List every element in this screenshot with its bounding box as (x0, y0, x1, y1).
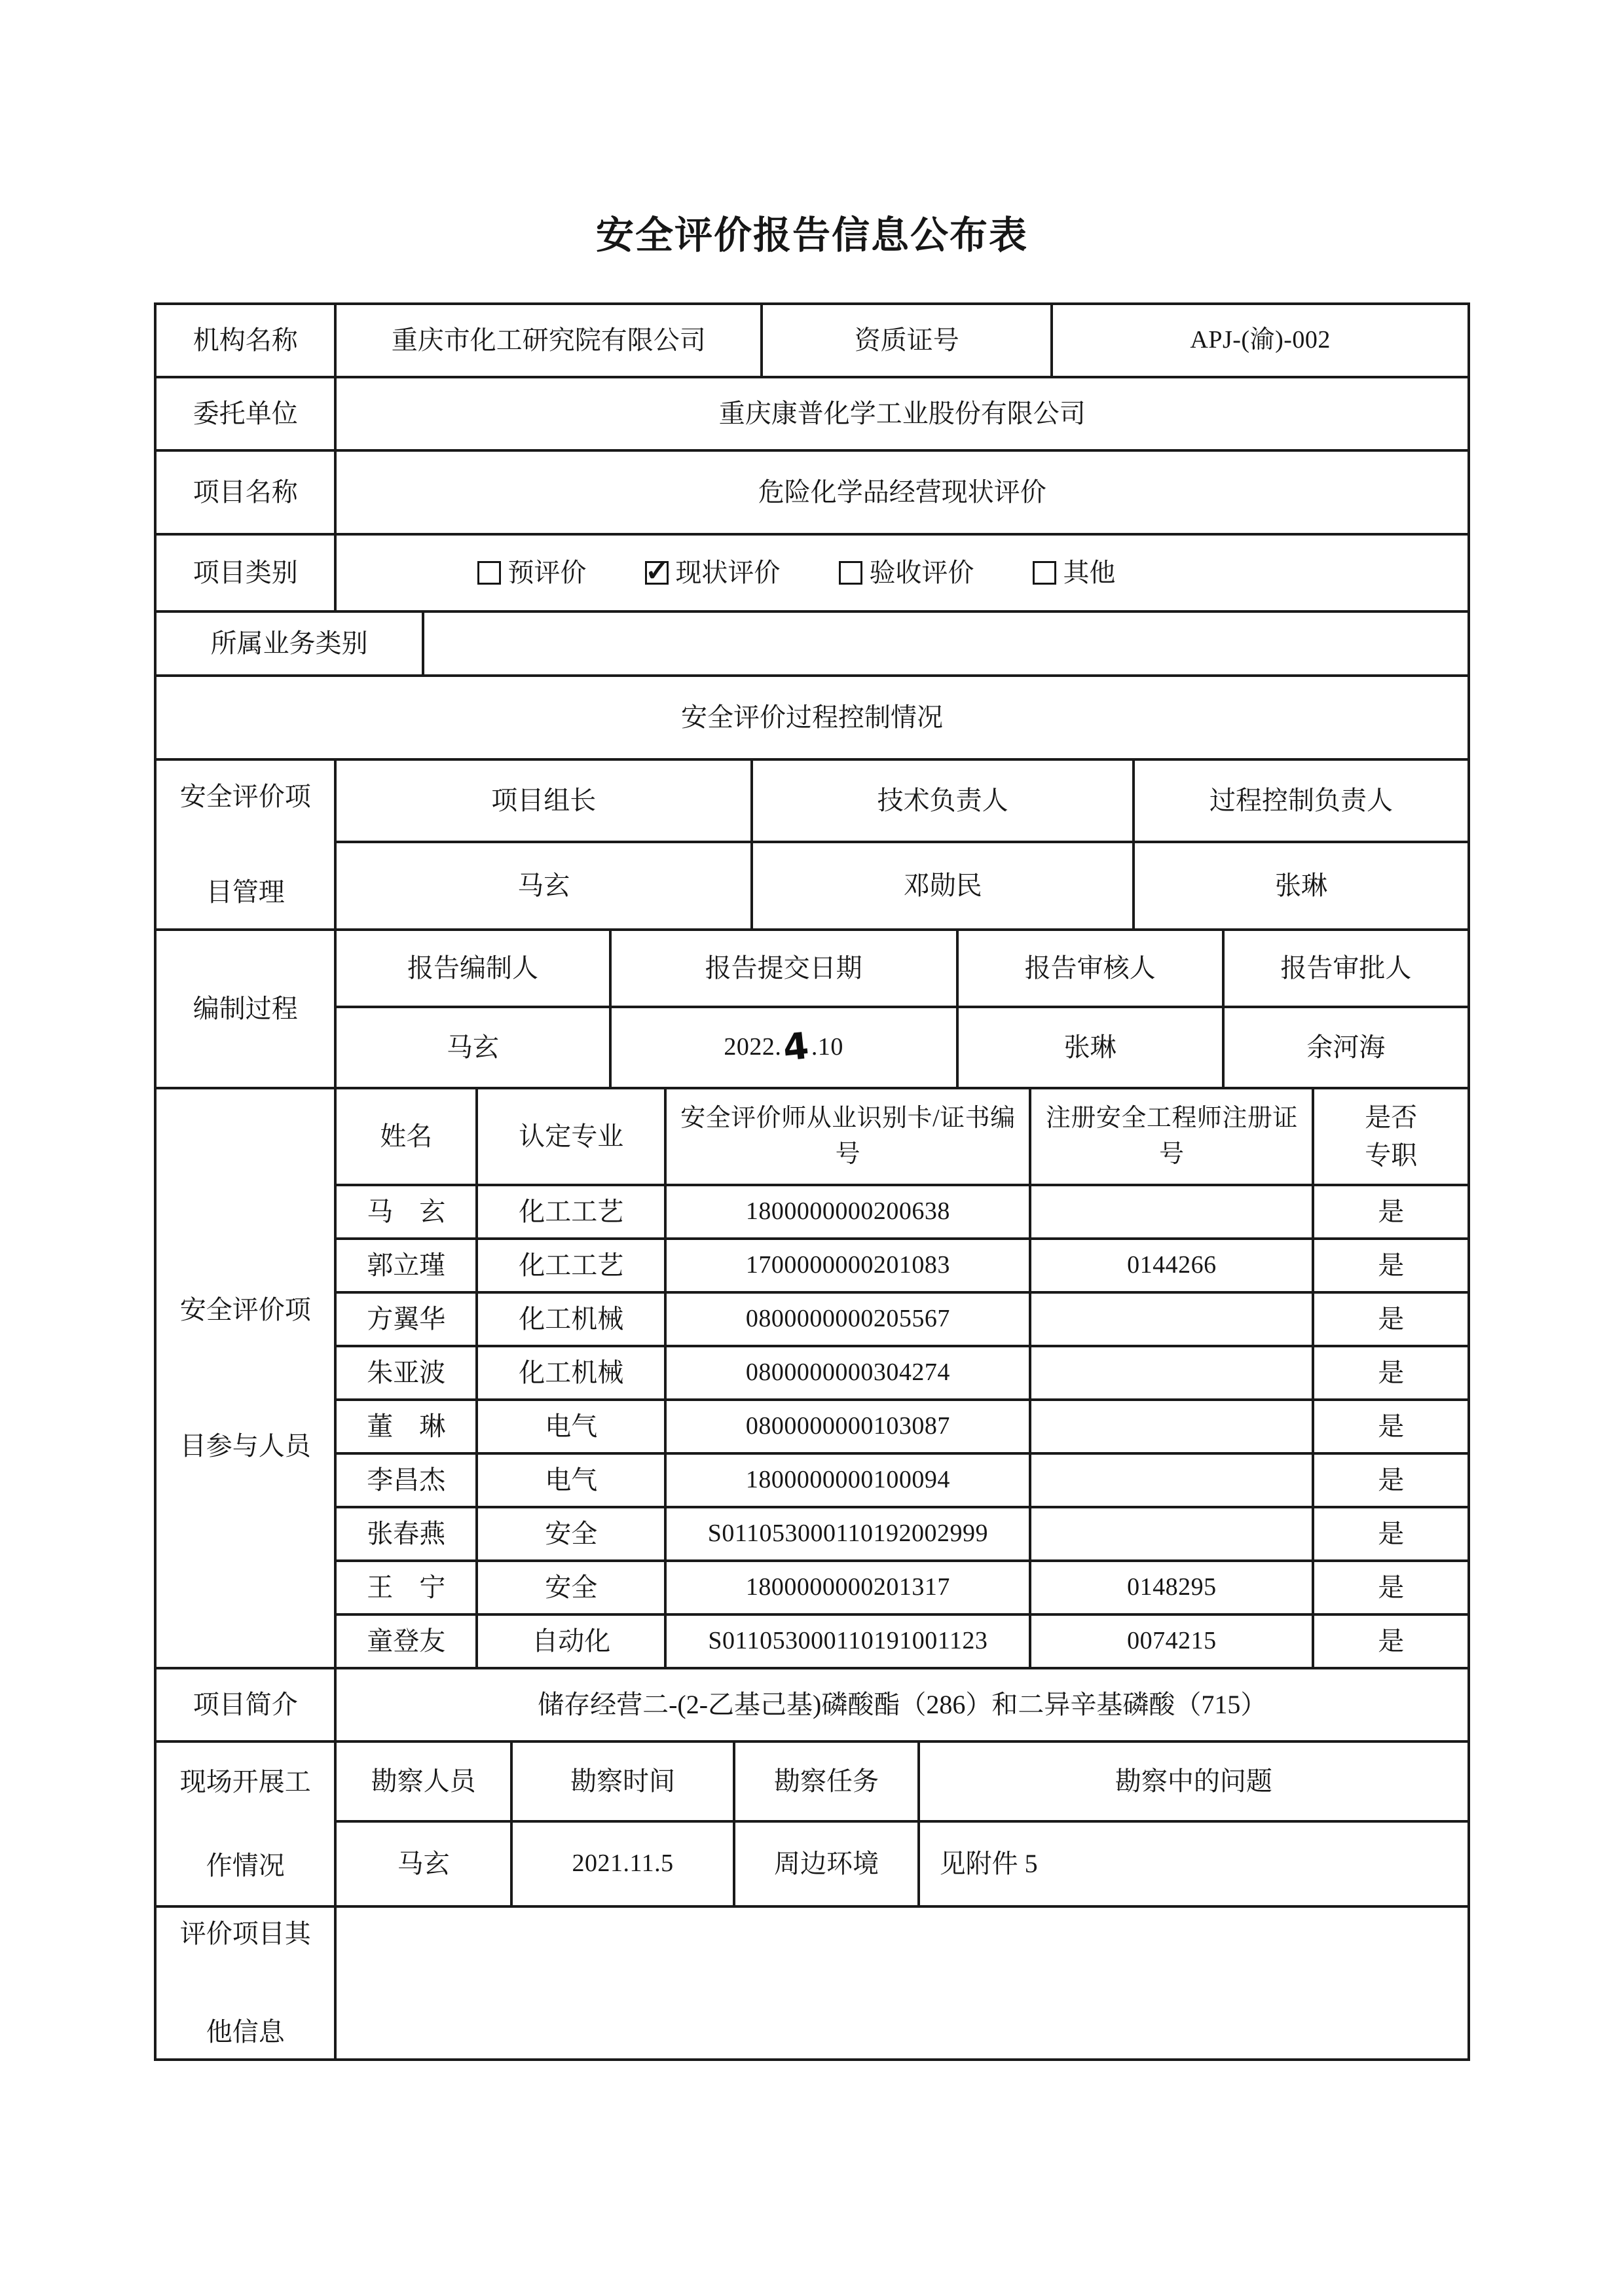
checkbox-option-status-eval (645, 554, 780, 592)
management-label-line1: 安全评价项 (179, 782, 311, 811)
survey-issues-header: 勘察中的问题 (919, 1741, 1469, 1821)
report-approver-value: 余河海 (1223, 1007, 1469, 1088)
participant-major: 电气 (477, 1453, 665, 1507)
tech-director-header: 技术负责人 (752, 759, 1134, 842)
participant-fulltime: 是 (1313, 1346, 1469, 1400)
project-type-options (335, 534, 1469, 611)
participant-name: 方翼华 (335, 1292, 477, 1346)
row-project-name (155, 450, 1469, 534)
participant-reg-no: 0074215 (1030, 1614, 1313, 1668)
participant-card-no: 1800000000100094 (665, 1453, 1030, 1507)
participant-card-no: 1700000000201083 (665, 1239, 1030, 1292)
participants-label-line1: 安全评价项 (179, 1295, 311, 1324)
process-control-value: 张琳 (1134, 842, 1469, 930)
participant-fulltime: 是 (1313, 1614, 1469, 1668)
participant-fulltime: 是 (1313, 1185, 1469, 1239)
checkbox-icon (1033, 561, 1056, 585)
checkbox-label: 验收评价 (869, 558, 974, 587)
row-organization (155, 304, 1469, 377)
participant-reg-no: 0148295 (1030, 1561, 1313, 1614)
section-compilation (155, 930, 1469, 1088)
participant-fulltime: 是 (1313, 1507, 1469, 1561)
site-work-label (155, 1741, 335, 1906)
participant-fulltime: 是 (1313, 1239, 1469, 1292)
client-value: 重庆康普化学工业股份有限公司 (335, 377, 1469, 450)
participant-reg-no (1030, 1453, 1313, 1507)
participant-card-no: S011053000110191001123 (665, 1614, 1030, 1668)
project-type-label: 项目类别 (155, 534, 335, 611)
org-name-value: 重庆市化工研究院有限公司 (335, 304, 762, 377)
participant-major: 自动化 (477, 1614, 665, 1668)
participant-major: 电气 (477, 1400, 665, 1453)
checkbox-option-acceptance-eval (839, 554, 974, 592)
brief-value: 储存经营二-(2-乙基己基)磷酸酯（286）和二异辛基磷酸（715） (335, 1668, 1469, 1741)
qualification-cert-label: 资质证号 (762, 304, 1052, 377)
col-reg-no-header: 注册安全工程师注册证号 (1030, 1088, 1313, 1185)
other-info-value (335, 1906, 1469, 2060)
participant-reg-no (1030, 1292, 1313, 1346)
checkbox-option-pre-eval (477, 554, 586, 592)
checkbox-label: 现状评价 (675, 558, 781, 587)
report-preparer-header: 报告编制人 (335, 930, 610, 1007)
checkbox-checked-icon (645, 561, 669, 585)
project-name-label: 项目名称 (155, 450, 335, 534)
business-category-value (423, 611, 1469, 676)
other-info-label-line2: 他信息 (206, 2017, 285, 2047)
participant-major: 安全 (477, 1507, 665, 1561)
participant-card-no: 1800000000201317 (665, 1561, 1030, 1614)
date-handwritten-digit: 4 (781, 1025, 812, 1070)
participant-fulltime: 是 (1313, 1561, 1469, 1614)
project-leader-header: 项目组长 (335, 759, 752, 842)
participant-card-no: S011053000110192002999 (665, 1507, 1030, 1561)
participant-major: 化工工艺 (477, 1185, 665, 1239)
process-control-header: 过程控制负责人 (1134, 759, 1469, 842)
checkbox-label: 预评价 (507, 558, 587, 587)
participant-major: 安全 (477, 1561, 665, 1614)
col-major-header: 认定专业 (477, 1088, 665, 1185)
participant-name: 张春燕 (335, 1507, 477, 1561)
section-participants (155, 1088, 1469, 1668)
project-leader-value: 马玄 (335, 842, 752, 930)
col-name-header: 姓名 (335, 1088, 477, 1185)
row-client (155, 377, 1469, 450)
participant-major: 化工机械 (477, 1346, 665, 1400)
col-fulltime-header-text: 是否专职 (1365, 1102, 1418, 1170)
survey-time-header: 勘察时间 (511, 1741, 734, 1821)
checkbox-icon (839, 561, 862, 585)
page-title: 安全评价报告信息公布表 (595, 214, 1028, 257)
project-name-value: 危险化学品经营现状评价 (335, 450, 1469, 534)
compilation-label: 编制过程 (155, 930, 335, 1088)
participant-name: 马 玄 (335, 1185, 477, 1239)
survey-time-value: 2021.11.5 (511, 1821, 734, 1906)
report-reviewer-value: 张琳 (957, 1007, 1223, 1088)
participant-name: 童登友 (335, 1614, 477, 1668)
participant-name: 李昌杰 (335, 1453, 477, 1507)
checkbox-label: 其他 (1063, 558, 1116, 587)
row-business-category (155, 611, 1469, 676)
report-approver-header: 报告审批人 (1223, 930, 1469, 1007)
qualification-cert-value: APJ-(渝)-002 (1052, 304, 1469, 377)
row-project-type (155, 534, 1469, 611)
client-label: 委托单位 (155, 377, 335, 450)
participant-reg-no (1030, 1507, 1313, 1561)
participant-name: 郭立瑾 (335, 1239, 477, 1292)
survey-person-value: 马玄 (335, 1821, 511, 1906)
management-label-line2: 目管理 (206, 877, 285, 907)
participant-fulltime: 是 (1313, 1292, 1469, 1346)
participant-major: 化工机械 (477, 1292, 665, 1346)
participant-reg-no (1030, 1400, 1313, 1453)
participant-card-no: 1800000000200638 (665, 1185, 1030, 1239)
info-table (154, 302, 1470, 2061)
other-info-label-line1: 评价项目其 (179, 1919, 311, 1948)
report-date-header: 报告提交日期 (610, 930, 957, 1007)
org-name-label: 机构名称 (155, 304, 335, 377)
survey-issues-value: 见附件 5 (919, 1821, 1469, 1906)
other-info-label (155, 1906, 335, 2060)
participant-name: 董 琳 (335, 1400, 477, 1453)
site-work-label-line2: 作情况 (206, 1851, 285, 1880)
brief-label: 项目简介 (155, 1668, 335, 1741)
section-project-management (155, 759, 1469, 930)
participant-fulltime: 是 (1313, 1453, 1469, 1507)
participant-card-no: 0800000000205567 (665, 1292, 1030, 1346)
participant-reg-no (1030, 1346, 1313, 1400)
report-date-value (610, 1007, 957, 1088)
participant-name: 朱亚波 (335, 1346, 477, 1400)
survey-task-value: 周边环境 (734, 1821, 918, 1906)
col-card-no-header: 安全评价师从业识别卡/证书编号 (665, 1088, 1030, 1185)
business-category-label: 所属业务类别 (155, 611, 423, 676)
checkbox-option-other (1033, 554, 1115, 592)
participants-label (155, 1088, 335, 1668)
participants-label-line2: 目参与人员 (179, 1431, 311, 1461)
participant-reg-no: 0144266 (1030, 1239, 1313, 1292)
survey-person-header: 勘察人员 (335, 1741, 511, 1821)
row-process-control-header (155, 676, 1469, 759)
report-reviewer-header: 报告审核人 (957, 930, 1223, 1007)
tech-director-value: 邓勋民 (752, 842, 1134, 930)
participant-name: 王 宁 (335, 1561, 477, 1614)
participant-reg-no (1030, 1185, 1313, 1239)
management-label (155, 759, 335, 930)
participant-card-no: 0800000000103087 (665, 1400, 1030, 1453)
report-preparer-value: 马玄 (335, 1007, 610, 1088)
process-control-section-header: 安全评价过程控制情况 (155, 676, 1469, 759)
site-work-label-line1: 现场开展工 (179, 1767, 311, 1796)
date-prefix: 2022. (724, 1033, 782, 1061)
section-site-work (155, 1741, 1469, 1906)
participant-fulltime: 是 (1313, 1400, 1469, 1453)
survey-task-header: 勘察任务 (734, 1741, 918, 1821)
row-other-info (155, 1906, 1469, 2060)
col-fulltime-header (1313, 1088, 1469, 1185)
participant-card-no: 0800000000304274 (665, 1346, 1030, 1400)
participant-major: 化工工艺 (477, 1239, 665, 1292)
row-project-brief (155, 1668, 1469, 1741)
checkbox-icon (477, 561, 501, 585)
date-suffix: .10 (811, 1033, 843, 1061)
